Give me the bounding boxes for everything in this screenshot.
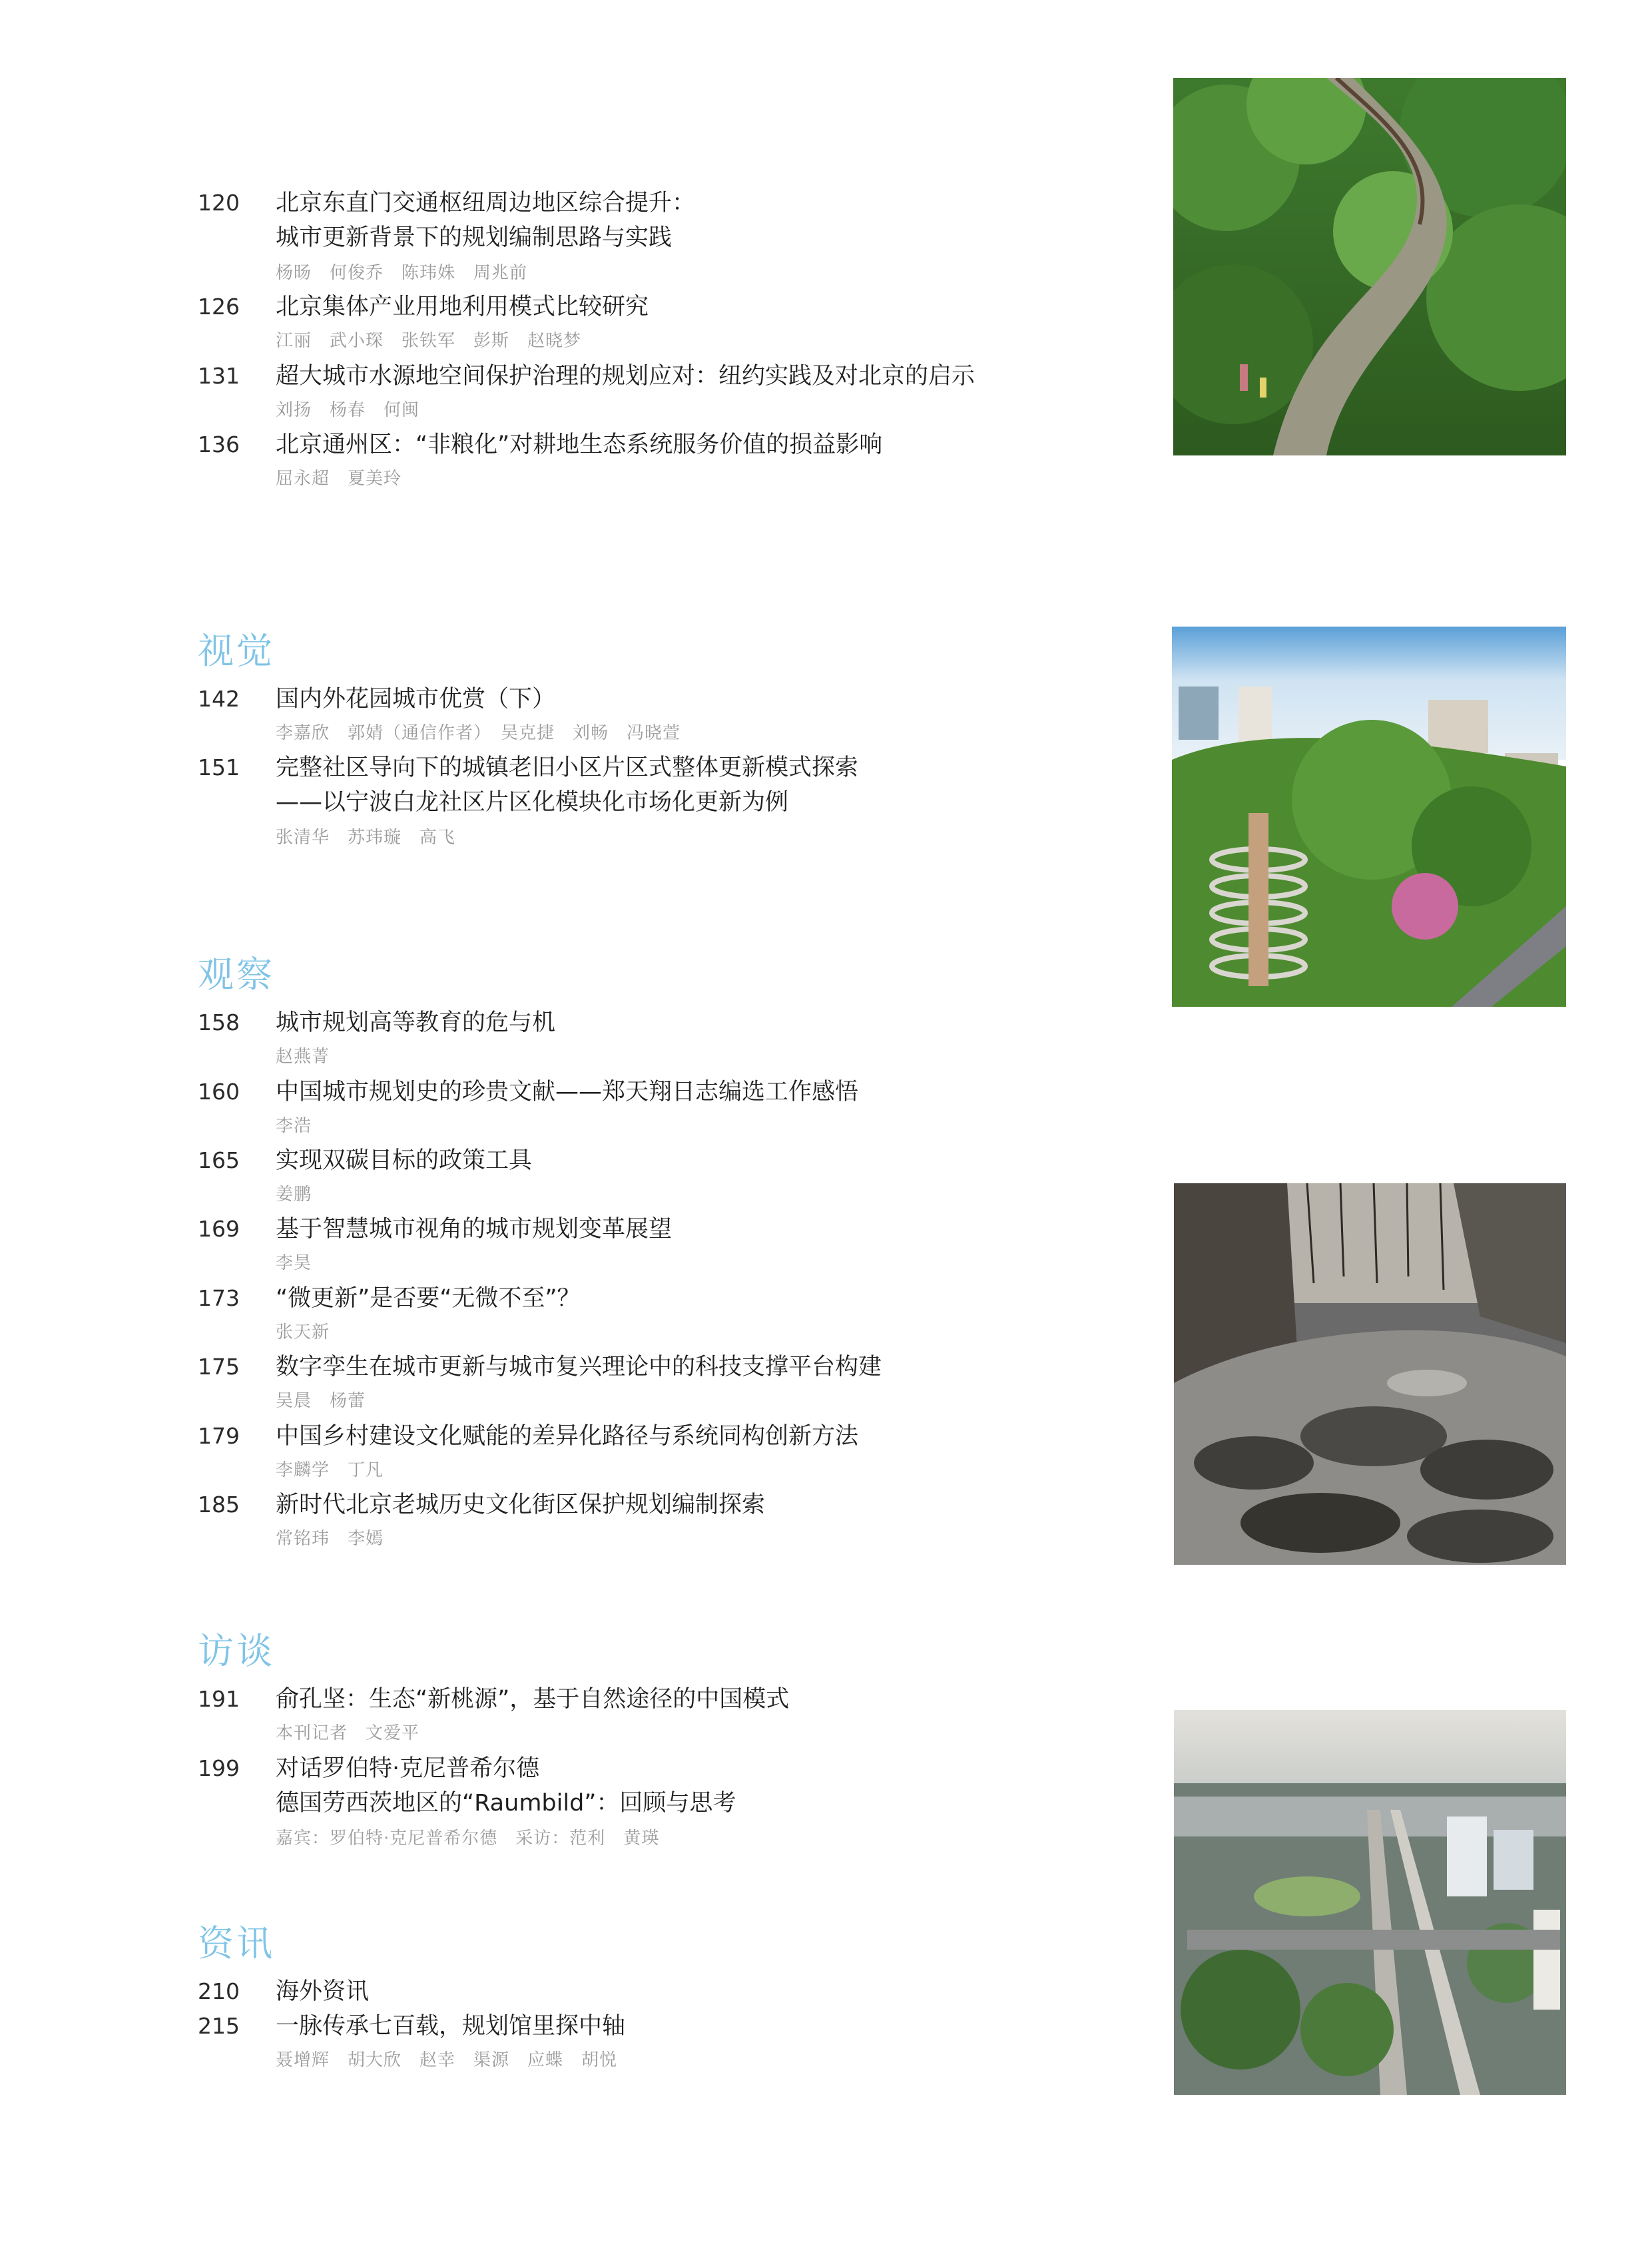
page-number: 191 <box>198 1686 240 1712</box>
photo-city-aerial <box>1174 1710 1566 2095</box>
entry-title: 俞孔坚：生态“新桃源”，基于自然途径的中国模式 <box>276 1686 790 1713</box>
entry-authors: 刘扬 杨春 何闽 <box>276 400 420 420</box>
entry-title: 基于智慧城市视角的城市规划变革展望 <box>276 1216 673 1243</box>
entry-title: 对话罗伯特·克尼普希尔德 <box>276 1755 540 1782</box>
entry-title: “微更新”是否要“无微不至”？ <box>276 1285 581 1312</box>
entry-authors: 赵燕菁 <box>276 1047 330 1067</box>
entry-title: 数字孪生在城市更新与城市复兴理论中的科技支撑平台构建 <box>276 1354 882 1380</box>
entry-title: 北京通州区：“非粮化”对耕地生态系统服务价值的损益影响 <box>276 431 883 458</box>
entry-authors: 屈永超 夏美玲 <box>276 469 402 489</box>
entry-authors: 吴晨 杨蕾 <box>276 1391 366 1411</box>
entry-authors: 张清华 苏玮璇 高飞 <box>276 828 456 848</box>
entry-title: 北京东直门交通枢纽周边地区综合提升： <box>276 190 696 216</box>
entry-title: 超大城市水源地空间保护治理的规划应对：纽约实践及对北京的启示 <box>276 363 975 390</box>
entry-title: 一脉传承七百载，规划馆里探中轴 <box>276 2013 626 2040</box>
entry-title: 完整社区导向下的城镇老旧小区片区式整体更新模式探索 <box>276 754 859 781</box>
entry-title-line2: 城市更新背景下的规划编制思路与实践 <box>276 224 673 251</box>
photo-forest-trail <box>1173 78 1566 455</box>
page-number: 136 <box>198 431 240 457</box>
page-number: 151 <box>198 754 240 780</box>
entry-authors: 常铭玮 李嫣 <box>276 1529 384 1549</box>
page-number: 175 <box>198 1354 240 1380</box>
page-number: 210 <box>198 1978 240 2004</box>
photo-rocky-landscape <box>1174 1183 1566 1565</box>
entry-authors: 李昊 <box>276 1253 312 1273</box>
page-number: 173 <box>198 1285 240 1311</box>
entry-authors: 杨旸 何俊乔 陈玮姝 周兆前 <box>276 263 528 283</box>
page-number: 179 <box>198 1423 240 1449</box>
page-number: 215 <box>198 2013 240 2039</box>
section-title-visual: 视觉 <box>198 630 275 672</box>
photo-spiral-tower-park <box>1172 627 1566 1007</box>
page-number: 169 <box>198 1216 240 1242</box>
entry-authors: 本刊记者 文爱平 <box>276 1723 420 1743</box>
page-number: 165 <box>198 1147 240 1173</box>
entry-title-line2: 德国劳西茨地区的“Raumbild”：回顾与思考 <box>276 1790 736 1817</box>
entry-title: 中国城市规划史的珍贵文献——郑天翔日志编选工作感悟 <box>276 1079 859 1105</box>
entry-authors: 姜鹏 <box>276 1185 312 1205</box>
section-title-observe: 观察 <box>198 954 275 995</box>
entry-authors: 李麟学 丁凡 <box>276 1460 384 1480</box>
page-number: 160 <box>198 1079 240 1105</box>
section-title-interview: 访谈 <box>198 1630 275 1672</box>
page-number: 120 <box>198 190 240 216</box>
entry-authors: 聂增辉 胡大欣 赵幸 渠源 应蝶 胡悦 <box>276 2050 618 2070</box>
entry-title: 城市规划高等教育的危与机 <box>276 1009 556 1036</box>
entry-title: 国内外花园城市优赏（下） <box>276 686 556 712</box>
page-number: 199 <box>198 1755 240 1781</box>
page-number: 142 <box>198 686 240 712</box>
entry-title: 北京集体产业用地利用模式比较研究 <box>276 294 649 320</box>
entry-title: 中国乡村建设文化赋能的差异化路径与系统同构创新方法 <box>276 1423 859 1450</box>
page-number: 131 <box>198 363 240 389</box>
entry-title: 海外资讯 <box>276 1978 370 2005</box>
page-number: 126 <box>198 294 240 320</box>
section-title-news: 资讯 <box>198 1922 275 1964</box>
page-number: 158 <box>198 1009 240 1035</box>
entry-authors: 李嘉欣 郭婧（通信作者） 吴克捷 刘畅 冯晓萱 <box>276 723 681 743</box>
entry-authors: 李浩 <box>276 1116 312 1136</box>
entry-title-line2: ——以宁波白龙社区片区化模块化市场化更新为例 <box>276 789 789 816</box>
page-number: 185 <box>198 1492 240 1518</box>
entry-authors: 嘉宾：罗伯特·克尼普希尔德 采访：范利 黄瑛 <box>276 1828 660 1848</box>
entry-title: 实现双碳目标的政策工具 <box>276 1147 533 1174</box>
entry-authors: 张天新 <box>276 1322 330 1342</box>
entry-authors: 江丽 武小琛 张铁军 彭斯 赵晓梦 <box>276 331 582 351</box>
entry-title: 新时代北京老城历史文化街区保护规划编制探索 <box>276 1492 766 1518</box>
